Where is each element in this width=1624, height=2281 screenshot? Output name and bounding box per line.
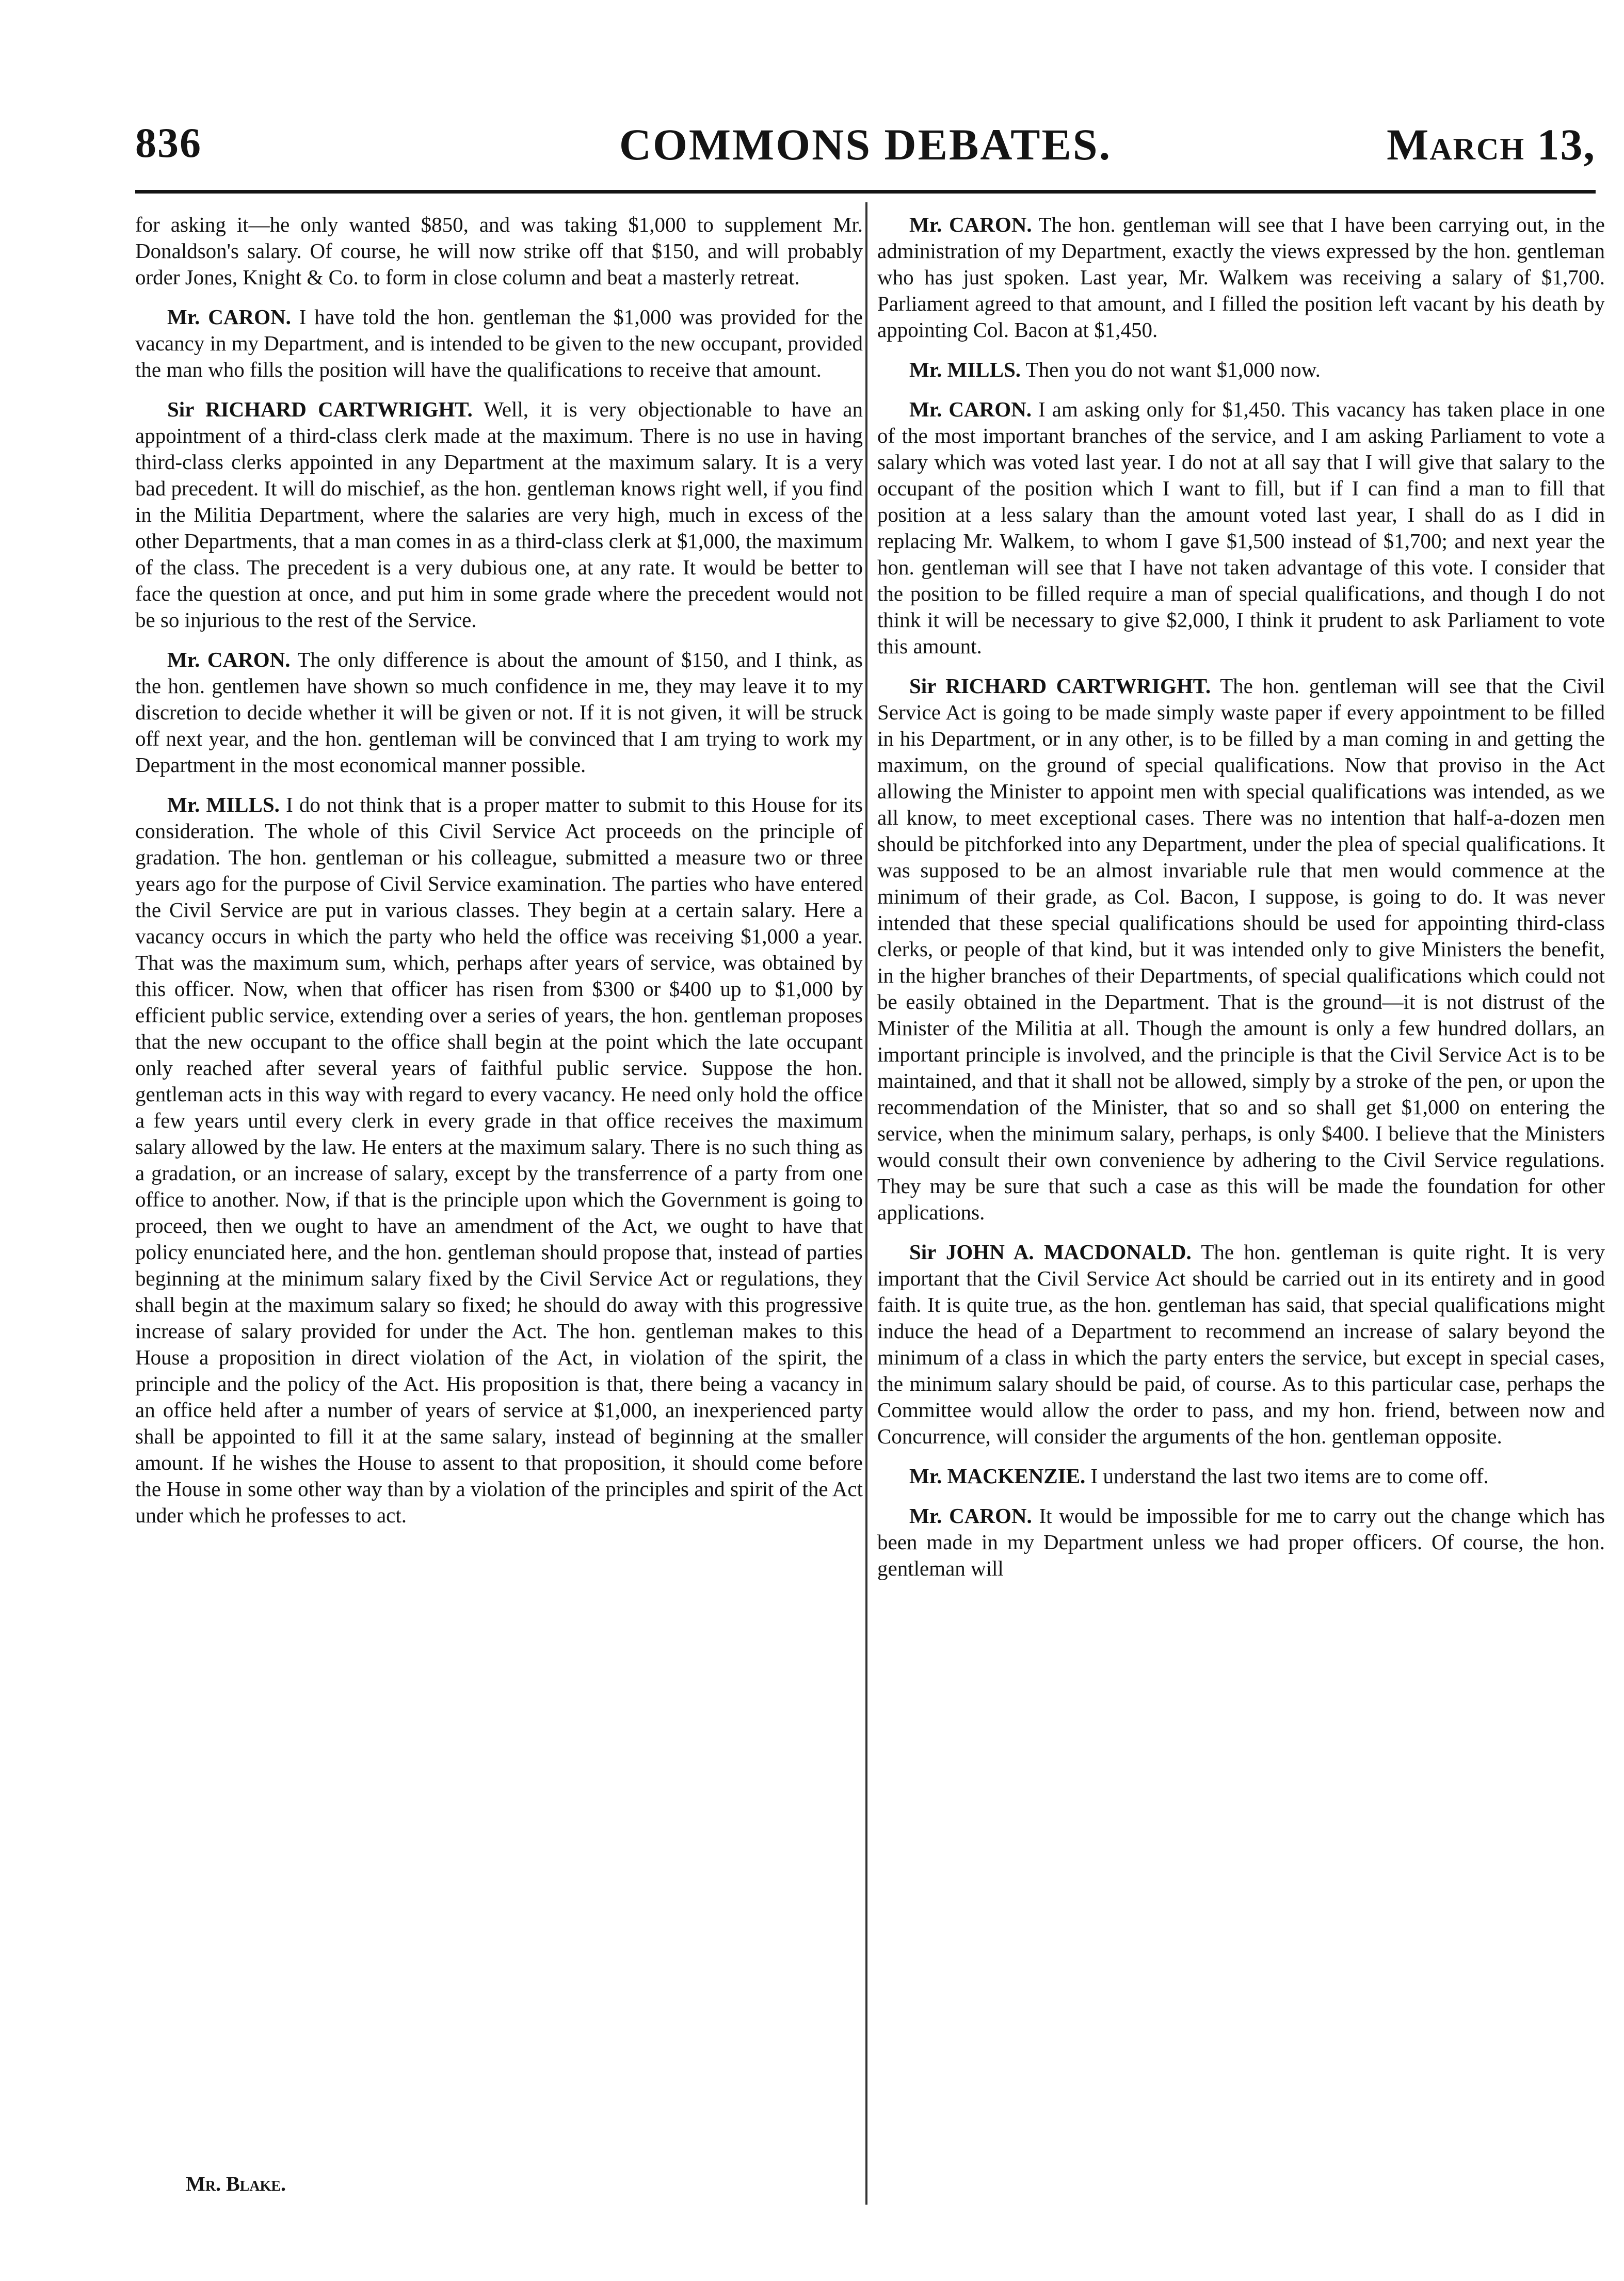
speaker-name: Mr. MILLS. bbox=[909, 358, 1021, 381]
paragraph-text: The hon. gentleman will see that I have been carrying out, in the administration of my Department, exactly the views expressed by the hon. gentleman who has just spoken. Last year, Mr. Walkem was receiving a salary of $1,700. Parliament agreed to that amount, and I filled the position left vacant by his death by appointing Col. Bacon at $1,450. bbox=[877, 213, 1605, 342]
speaker-name: Mr. CARON. bbox=[909, 1504, 1032, 1528]
debate-paragraph bbox=[135, 647, 863, 778]
speaker-name: Sir RICHARD CARTWRIGHT. bbox=[909, 674, 1211, 698]
paragraph-text: I do not think that is a proper matter to submit to this House for its consideration. The whole of this Civil Service Act proceeds on the principle of gradation. The hon. gentleman or his colleague, submitted a measure two or three years ago for the purpose of Civil Service examination. The parties who have entered the Civil Service are put in various classes. They begin at a certain salary. Here a vacancy occurs in which the party who held the office was receiving $1,000 a year. That was the maximum sum, which, perhaps after years of service, was obtained by this officer. Now, when that officer has risen from $300 or $400 up to $1,000 by efficient public service, extending over a series of years, the hon. gentleman proposes that the new occupant to the office shall begin at the point which the late occupant only reached after several years of faithful public service. Suppose the hon. gentleman acts in this way with regard to every vacancy. He need only hold the office a few years until every clerk in every grade in that office receives the maximum salary allowed by the law. He enters at the maximum salary. There is no such thing as a gradation, or an increase of salary, except by the transferrence of a party from one office to another. Now, if that is the principle upon which the Government is going to proceed, then we ought to have an amendment of the Act, we ought to have that policy enunciated here, and the hon. gentleman should propose that, instead of parties beginning at the minimum salary fixed by the Civil Service Act or regulations, they shall begin at the maximum salary so fixed; he should do away with this progressive increase of salary provided for under the Act. The hon. gentleman makes to this House a proposition in direct violation of the Act, in violation of the spirit, the principle and the policy of the Act. His proposition is that, there being a vacancy in an office held after a number of years of service at $1,000, an inexperienced party shall be appointed to fill it at the same salary, instead of beginning at the smaller amount. If he wishes the House to assent to that proposition, it should come before the House in some other way than by a violation of the principles and spirit of the Act under which he professes to act. bbox=[135, 793, 863, 1527]
paragraph-text: The only difference is about the amount of $150, and I think, as the hon. gentlemen have shown so much confidence in me, they may leave it to my discretion to decide whether it will be given or not. If it is not given, it will be struck off next year, and the hon. gentleman will be convinced that I am trying to work my Department in the most economical manner possible. bbox=[135, 648, 863, 777]
speaker-name: Mr. CARON. bbox=[167, 648, 291, 671]
speaker-name: Mr. MILLS. bbox=[167, 793, 280, 816]
speaker-name: Mr. CARON. bbox=[909, 397, 1032, 421]
debate-paragraph bbox=[877, 1463, 1605, 1489]
paragraph-text: for asking it—he only wanted $850, and was taking $1,000 to supplement Mr. Donaldson's salary. Of course, he will now strike off that $150, and will probably order Jones, Knight & Co. to form in close column and beat a masterly retreat. bbox=[135, 213, 863, 289]
speaker-name: Mr. CARON. bbox=[167, 305, 291, 329]
debate-paragraph bbox=[135, 304, 863, 383]
paragraph-text: The hon. gentleman is quite right. It is very important that the Civil Service Act should be carried out in its entirety and in good faith. It is quite true, as the hon. gentleman has said, that special qualifications might induce the head of a Department to recommend an increase of salary beyond the minimum of a class in which the party enters the service, but except in special cases, the minimum salary should be paid, of course. As to this particular case, perhaps the Committee would allow the order to pass, and my hon. friend, between now and Concurrence, will consider the arguments of the hon. gentleman opposite. bbox=[877, 1240, 1605, 1448]
debate-paragraph bbox=[877, 212, 1605, 343]
header-date: March 13, bbox=[1387, 120, 1596, 169]
footer-catchword: Mr. Blake. bbox=[186, 2172, 286, 2195]
debate-paragraph bbox=[135, 396, 863, 633]
left-column bbox=[135, 212, 863, 2204]
paragraph-text: It would be impossible for me to carry out the change which has been made in my Department unless we had proper officers. Of course, the hon. gentleman will bbox=[877, 1504, 1605, 1580]
speaker-name: Mr. CARON. bbox=[909, 213, 1032, 236]
paragraph-text: Well, it is very objectionable to have an appointment of a third-class clerk made at the maximum. There is no use in having third-class clerks appointed in any Department at the maximum salary. It is a very bad precedent. It will do mischief, as the hon. gentleman knows right well, if you find in the Militia Department, where the salaries are very high, much in excess of the other Departments, that a man comes in as a third-class clerk at $1,000, the maximum of the class. The precedent is a very dubious one, at any rate. It would be better to face the question at once, and put him in some grade where the precedent would not be so injurious to the rest of the Service. bbox=[135, 397, 863, 632]
right-column bbox=[877, 212, 1605, 2204]
header-rule bbox=[135, 190, 1596, 194]
debate-paragraph bbox=[877, 1503, 1605, 1582]
debate-paragraph bbox=[877, 673, 1605, 1226]
debate-paragraph bbox=[877, 1239, 1605, 1450]
speaker-name: Sir JOHN A. MACDONALD. bbox=[909, 1240, 1192, 1264]
paragraph-text: I have told the hon. gentleman the $1,000 was provided for the vacancy in my Department, and is intended to be given to the new occupant, provided the man who fills the position will have the qualifications to receive that amount. bbox=[135, 305, 863, 381]
paragraph-text: I understand the last two items are to come off. bbox=[1090, 1464, 1489, 1488]
speaker-name: Mr. MACKENZIE. bbox=[909, 1464, 1086, 1488]
paragraph-text: I am asking only for $1,450. This vacancy has taken place in one of the most important branches of the service, and I am asking Parliament to vote a salary which was voted last year. I do not at all say that I will give that salary to the occupant of the position which I want to fill, but if I can find a man to fill that position at a less salary than the amount voted last year, I shall do as I did in replacing Mr. Walkem, to whom I gave $1,500 instead of $1,700; and next year the hon. gentleman will see that I have not taken advantage of this vote. I consider that the position to be filled require a man of special qualifications, and though I do not think it will be necessary to give $2,000, I think it prudent to ask Parliament to vote this amount. bbox=[877, 397, 1605, 658]
running-title: COMMONS DEBATES. bbox=[619, 120, 1112, 169]
debate-paragraph bbox=[877, 357, 1605, 383]
paragraph-text: Then you do not want $1,000 now. bbox=[1025, 358, 1321, 381]
debate-paragraph bbox=[135, 212, 863, 291]
column-divider bbox=[865, 202, 867, 2205]
speaker-name: Sir RICHARD CARTWRIGHT. bbox=[167, 397, 473, 421]
paragraph-text: The hon. gentleman will see that the Civil Service Act is going to be made simply waste paper if every appointment to be filled in his Department, or in any other, is to be filled by a man coming in and getting the maximum, on the ground of special qualifications. Now that proviso in the Act allowing the Minister to appoint men with special qualifications was intended, as we all know, to meet exceptional cases. There was no intention that half-a-dozen men should be pitchforked into any Department, under the plea of special qualifications. It was supposed to be an almost invariable rule that men would commence at the minimum of their grade, as Col. Bacon, I suppose, is going to do. It was never intended that these special qualifications should be used for appointing third-class clerks, or people of that kind, but it was intended only to give Ministers the benefit, in the higher branches of their Departments, of special qualifications which could not be easily obtained in the Department. That is the ground—it is not distrust of the Minister of the Militia at all. Though the amount is only a few hundred dollars, an important principle is involved, and the principle is that the Civil Service Act is to be maintained, and that it shall not be allowed, simply by a stroke of the pen, or upon the recommendation of the Minister, that so and so shall get $1,000 on entering the service, when the minimum salary, perhaps, is only $400. I believe that the Ministers would consult their own convenience by adhering to the Civil Service regulations. They may be sure that such a case as this will be made the foundation for other applications. bbox=[877, 674, 1605, 1224]
page-number: 836 bbox=[135, 119, 202, 166]
page-header bbox=[135, 108, 1596, 181]
debate-paragraph bbox=[877, 396, 1605, 660]
debate-paragraph bbox=[135, 792, 863, 1529]
